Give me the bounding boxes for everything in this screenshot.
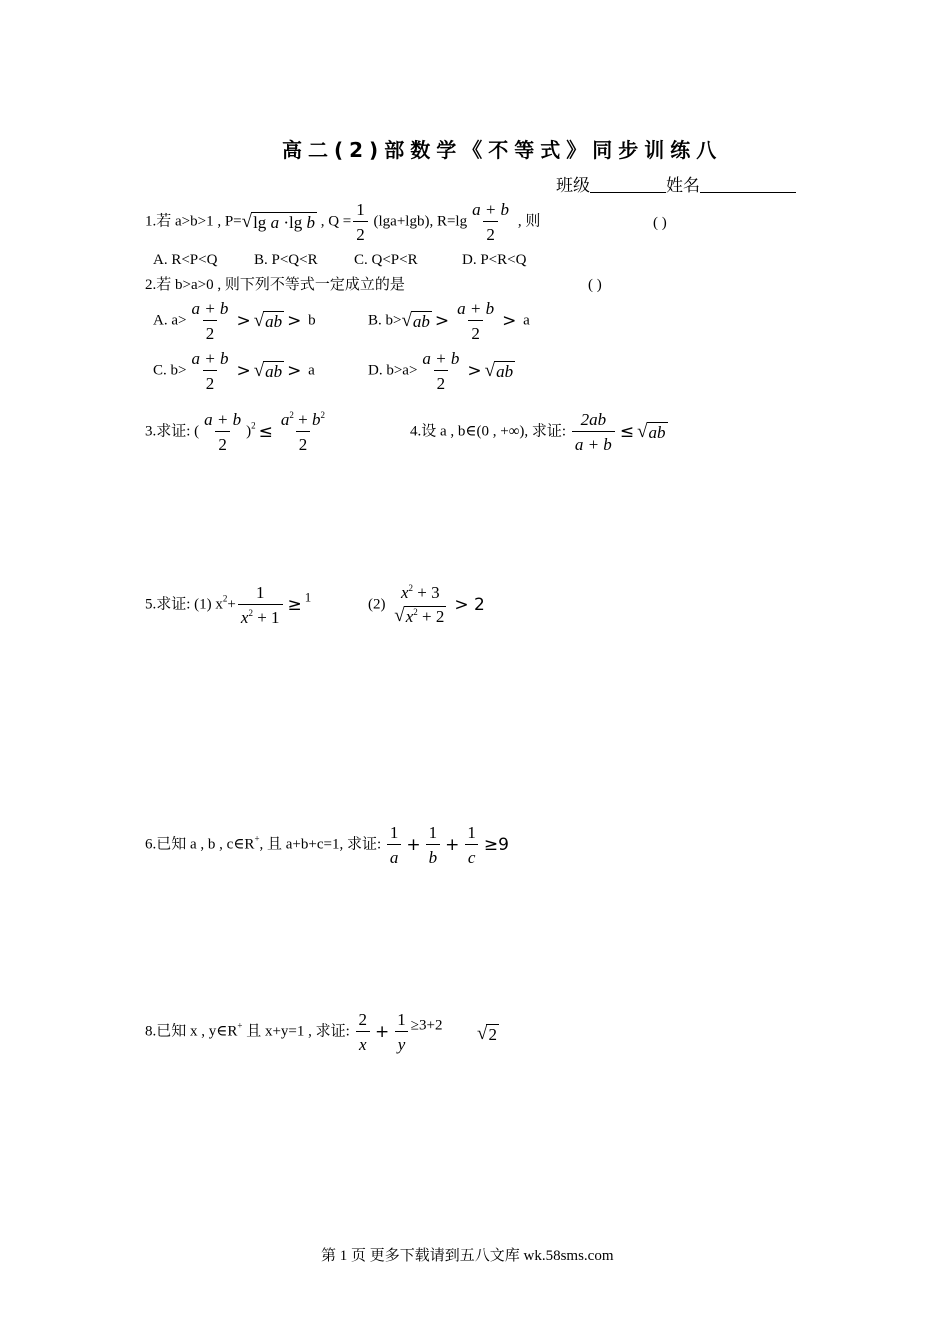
q2-option-c[interactable]: C. b> $\frac{a + b}{2}$ > √ ab > a [153,349,315,393]
q2-c-fraction: $\frac{a + b}{2}$ [191,349,229,393]
q8-frac-y: $\frac{1}{y}$ [394,1011,409,1053]
q8-frac-x: $\frac{2}{x}$ [356,1011,371,1053]
q6-frac-c: $\frac{1}{c}$ [464,824,479,866]
q1-option-d[interactable]: D. P<R<Q [462,252,527,268]
q1-q-text: , Q = [316,213,352,230]
q3-lhs-fraction: $\frac{a + b}{2}$ [204,410,242,454]
q2-a-sqrt: √ ab [253,310,283,332]
q1-r-fraction: $\frac{a + b}{2}$ [472,200,510,244]
question-4: 4.设 a , b∈(0 , +∞), 求证: $\frac{2ab}{a + b}$ ≤ √ ab [410,410,666,454]
q4-sqrt: √ ab [637,421,666,443]
question-8: 8.已知 x , y∈R+ 且 x+y=1 , 求证: $\frac{2}{x}$ + $\frac{1}{y}$ ≥3+2 [145,1010,443,1054]
q2-c-sqrt: √ ab [253,360,283,382]
q1-sqrt-p: √ lg a ·lg b [241,211,315,233]
q4-fraction: $\frac{2ab}{a + b}$ [572,411,615,453]
q2-d-sqrt: √ ab [484,360,514,382]
q3-rhs-fraction: $\frac{a^2 + b^2}{2}$ [280,410,325,454]
q2-option-b[interactable]: B. b> √ ab > $\frac{a + b}{2}$ > a [368,299,530,343]
q2-b-fraction: $\frac{a + b}{2}$ [457,299,495,343]
question-3: 3.求证: ( $\frac{a + b}{2}$ )$^2$ ≤ $\frac{a^2 + b^2}{2}$ [145,411,330,453]
q1-option-b[interactable]: B. P<Q<R [254,252,318,268]
q1-q-rest: (lga+lgb), R=lg [369,213,468,230]
q2-d-fraction: $\frac{a + b}{2}$ [422,349,460,393]
q1-half-fraction: $\frac{1}{2}$ [353,201,368,243]
student-info-line [556,177,796,194]
q6-frac-a: $\frac{1}{a}$ [387,824,402,866]
class-blank[interactable] [590,177,666,193]
q1-option-c[interactable]: C. Q<P<R [354,252,418,268]
q5-2-sqrt: √ $x^2 + 2$ [394,605,445,627]
q5-2-fraction: $x^2 + 3$ √ $x^2 + 2$ [394,583,445,627]
q1-option-a[interactable]: A. R<P<Q [153,252,218,268]
q6-frac-b: $\frac{1}{b}$ [426,824,441,866]
q5-1-fraction: $\frac{1}{x^2 + 1}$ [238,584,283,626]
q2-a-fraction: $\frac{a + b}{2}$ [191,299,229,343]
q8-sqrt: √ 2 [477,1023,497,1044]
class-label: 班级 [556,176,590,195]
q1-suffix: , 则 [514,213,541,230]
page-title: 高二(2)部数学《不等式》同步训练八 [282,138,723,162]
q2-option-d[interactable]: D. b>a> $\frac{a + b}{2}$ > √ ab [368,349,514,393]
question-5-part-1: 5.求证: (1) $x^2+$ $\frac{1}{x^2 + 1}$ ≥ $^1$ [145,583,312,627]
question-6: 6.已知 a , b , c∈R+, 且 a+b+c=1, 求证: $\frac{1}{a}$ + $\frac{1}{b}$ + $\frac{1}{c}$ ≥9 [145,823,509,867]
q1-answer-bracket: ( ) [653,215,667,231]
page-footer: 第 1 页 更多下载请到五八文库 wk.58sms.com [321,1248,614,1264]
q2-stem: 2.若 b>a>0 , 则下列不等式一定成立的是 [145,277,405,293]
question-5-part-2: (2) $x^2 + 3$ √ $x^2 + 2$ > 2 [368,583,485,627]
q2-answer-bracket: ( ) [588,277,602,293]
name-blank[interactable] [700,177,796,193]
name-label: 姓名 [666,176,700,195]
q2-option-a[interactable]: A. a> $\frac{a + b}{2}$ > √ ab > b [153,299,316,343]
q2-b-sqrt: √ ab [401,310,430,332]
question-1 [145,201,540,243]
q1-prefix: 1.若 a>b>1 , P= [145,213,242,230]
